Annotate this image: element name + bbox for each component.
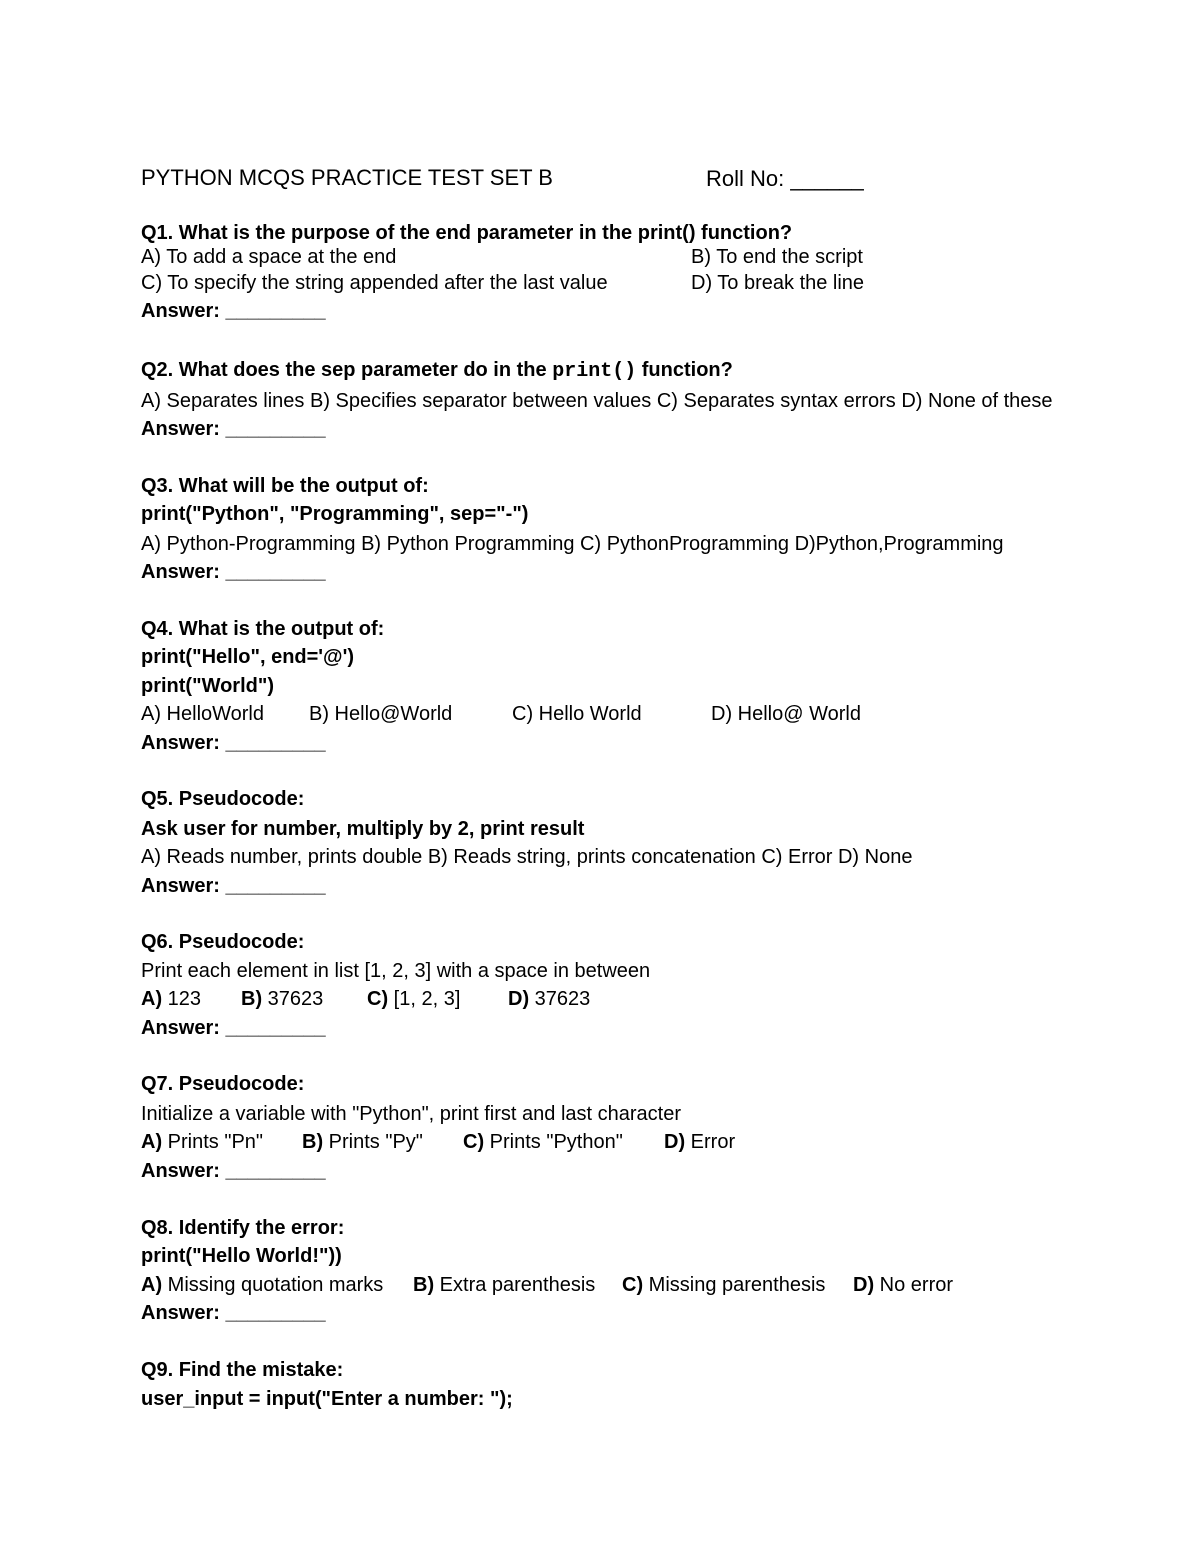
q7-option-c-text: Prints "Python" — [484, 1131, 623, 1153]
q8-option-a — [141, 1273, 383, 1297]
q5-options: A) Reads number, prints double B) Reads string, prints concatenation C) Error D) None — [141, 846, 913, 868]
q4-code-line-2: print("World") — [141, 675, 275, 697]
q5-prompt: Ask user for number, multiply by 2, print result — [141, 818, 585, 840]
q1-option-c: C) To specify the string appended after the last value — [141, 272, 608, 294]
q7-option-a-text: Prints "Pn" — [162, 1131, 264, 1153]
q8-option-b-label: B) — [413, 1274, 435, 1296]
q2-answer-line: Answer: _________ — [141, 418, 326, 440]
roll-number-field: Roll No: ______ — [706, 166, 864, 191]
q6-option-d — [508, 987, 590, 1011]
q5-answer-line: Answer: _________ — [141, 875, 326, 897]
q7-option-d — [664, 1130, 735, 1154]
q6-answer-line: Answer: _________ — [141, 1017, 326, 1039]
q7-option-c — [463, 1130, 623, 1154]
q1-option-d: D) To break the line — [691, 272, 865, 294]
q7-option-d-text: Error — [685, 1131, 736, 1153]
q4-option-a: A) HelloWorld — [141, 703, 264, 725]
q3-question: Q3. What will be the output of: — [141, 475, 429, 497]
q1-option-a: A) To add a space at the end — [141, 246, 397, 268]
q7-option-b-text: Prints "Py" — [323, 1131, 423, 1153]
q8-option-d-text: No error — [874, 1274, 954, 1296]
q2-question-suffix: function? — [636, 359, 733, 381]
q6-option-a — [141, 987, 201, 1011]
q1-answer-line: Answer: _________ — [141, 300, 326, 322]
q4-option-c: C) Hello World — [512, 703, 642, 725]
q6-option-b-text: 37623 — [262, 988, 324, 1010]
q4-option-d: D) Hello@ World — [711, 703, 861, 725]
q8-option-c-label: C) — [622, 1274, 644, 1296]
q6-option-b-label: B) — [241, 988, 263, 1010]
q1-question: Q1. What is the purpose of the end parameter in the print() function? — [141, 222, 793, 244]
q5-question: Q5. Pseudocode: — [141, 788, 305, 810]
q6-option-b — [241, 987, 323, 1011]
q8-option-c-text: Missing parenthesis — [643, 1274, 826, 1296]
q4-answer-line: Answer: _________ — [141, 732, 326, 754]
q6-option-d-label: D) — [508, 988, 530, 1010]
q2-options: A) Separates lines B) Specifies separator between values C) Separates syntax errors D) None of these — [141, 390, 1053, 412]
q2-question-code: print() — [552, 360, 637, 383]
q7-option-b-label: B) — [302, 1131, 324, 1153]
q8-option-a-label: A) — [141, 1274, 163, 1296]
q7-option-a — [141, 1130, 263, 1154]
q8-option-a-text: Missing quotation marks — [162, 1274, 384, 1296]
q6-question: Q6. Pseudocode: — [141, 931, 305, 953]
q7-option-c-label: C) — [463, 1131, 485, 1153]
q6-option-c-label: C) — [367, 988, 389, 1010]
q8-option-b-text: Extra parenthesis — [434, 1274, 596, 1296]
q7-prompt: Initialize a variable with "Python", print first and last character — [141, 1103, 681, 1125]
q6-option-c-text: [1, 2, 3] — [388, 988, 461, 1010]
q3-code: print("Python", "Programming", sep="-") — [141, 503, 529, 525]
q1-option-b: B) To end the script — [691, 246, 863, 268]
q8-option-d — [853, 1273, 953, 1297]
page-title: PYTHON MCQS PRACTICE TEST SET B — [141, 165, 553, 190]
q2-question — [141, 358, 733, 384]
q4-question: Q4. What is the output of: — [141, 618, 385, 640]
q6-prompt: Print each element in list [1, 2, 3] with a space in between — [141, 960, 651, 982]
q8-option-c — [622, 1273, 825, 1297]
q6-option-c — [367, 987, 460, 1011]
q7-answer-line: Answer: _________ — [141, 1160, 326, 1182]
q3-answer-line: Answer: _________ — [141, 561, 326, 583]
q8-option-d-label: D) — [853, 1274, 875, 1296]
q9-code: user_input = input("Enter a number: "); — [141, 1388, 513, 1410]
q4-option-b: B) Hello@World — [309, 703, 453, 725]
q3-options: A) Python-Programming B) Python Programming C) PythonProgramming D)Python,Programming — [141, 533, 1004, 555]
q7-option-d-label: D) — [664, 1131, 686, 1153]
q8-answer-line: Answer: _________ — [141, 1302, 326, 1324]
q9-question: Q9. Find the mistake: — [141, 1359, 344, 1381]
q8-option-b — [413, 1273, 595, 1297]
q4-code-line-1: print("Hello", end='@') — [141, 646, 354, 668]
q6-option-d-text: 37623 — [529, 988, 591, 1010]
q6-option-a-text: 123 — [162, 988, 202, 1010]
q8-code: print("Hello World!")) — [141, 1245, 342, 1267]
q2-question-prefix: Q2. What does the sep parameter do in the — [141, 359, 553, 381]
q7-option-b — [302, 1130, 423, 1154]
q7-option-a-label: A) — [141, 1131, 163, 1153]
q7-question: Q7. Pseudocode: — [141, 1073, 305, 1095]
q6-option-a-label: A) — [141, 988, 163, 1010]
q8-question: Q8. Identify the error: — [141, 1217, 345, 1239]
